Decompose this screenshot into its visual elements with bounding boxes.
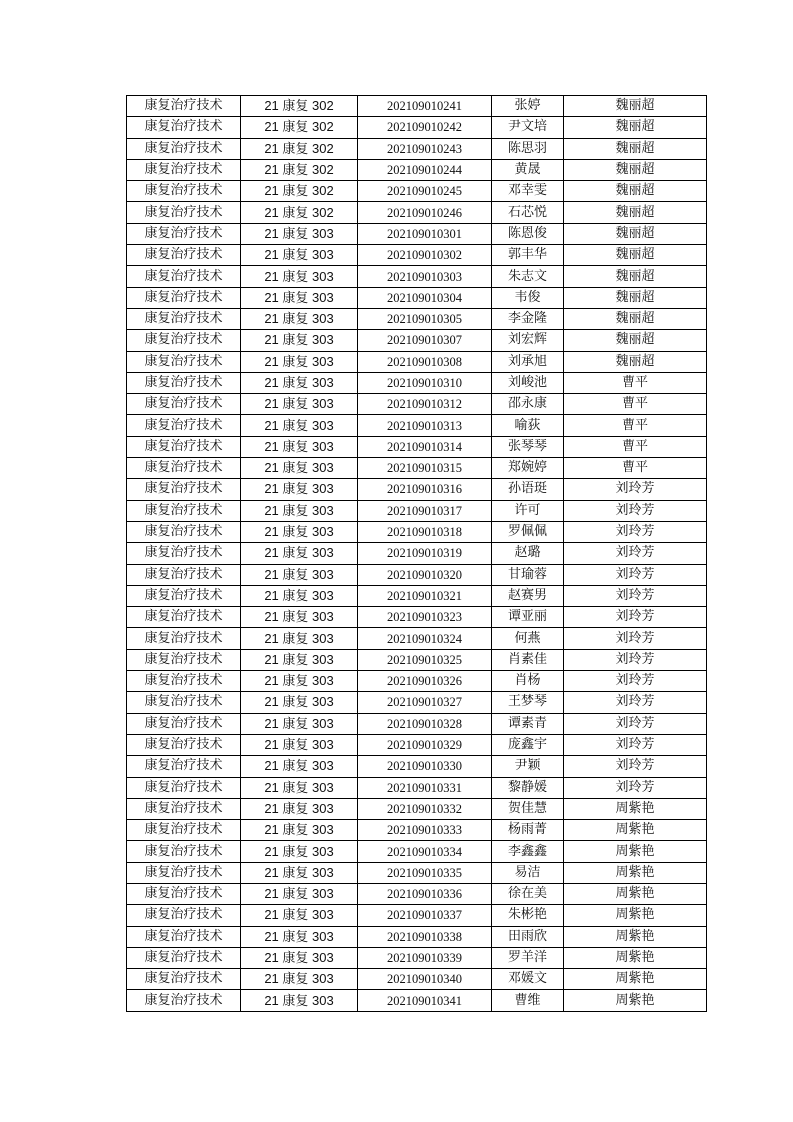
class-cell: 21 康复 303: [241, 436, 358, 457]
student-id-cell: 202109010244: [358, 159, 492, 180]
table-row: [127, 734, 707, 755]
teacher-cell: 周紫艳: [564, 862, 707, 883]
student-name-cell: 杨雨菁: [492, 820, 564, 841]
student-id-cell: 202109010316: [358, 479, 492, 500]
major-cell: 康复治疗技术: [127, 521, 241, 542]
class-cell: 21 康复 303: [241, 245, 358, 266]
teacher-cell: 刘玲芳: [564, 777, 707, 798]
table-row: [127, 372, 707, 393]
class-cell: 21 康复 303: [241, 372, 358, 393]
student-name-cell: 赵赛男: [492, 585, 564, 606]
major-cell: 康复治疗技术: [127, 607, 241, 628]
table-row: [127, 947, 707, 968]
student-id-cell: 202109010320: [358, 564, 492, 585]
student-id-cell: 202109010321: [358, 585, 492, 606]
student-id-cell: 202109010242: [358, 117, 492, 138]
table-row: [127, 500, 707, 521]
student-name-cell: 许可: [492, 500, 564, 521]
table-row: [127, 671, 707, 692]
major-cell: 康复治疗技术: [127, 926, 241, 947]
teacher-cell: 魏丽超: [564, 287, 707, 308]
student-name-cell: 郭丰华: [492, 245, 564, 266]
teacher-cell: 魏丽超: [564, 223, 707, 244]
major-cell: 康复治疗技术: [127, 905, 241, 926]
student-name-cell: 陈恩俊: [492, 223, 564, 244]
major-cell: 康复治疗技术: [127, 415, 241, 436]
student-id-cell: 202109010314: [358, 436, 492, 457]
class-cell: 21 康复 302: [241, 117, 358, 138]
student-name-cell: 陈思羽: [492, 138, 564, 159]
class-cell: 21 康复 302: [241, 181, 358, 202]
class-cell: 21 康复 303: [241, 777, 358, 798]
teacher-cell: 刘玲芳: [564, 521, 707, 542]
student-name-cell: 刘承旭: [492, 351, 564, 372]
class-cell: 21 康复 303: [241, 521, 358, 542]
class-cell: 21 康复 303: [241, 479, 358, 500]
student-id-cell: 202109010323: [358, 607, 492, 628]
student-id-cell: 202109010243: [358, 138, 492, 159]
student-id-cell: 202109010241: [358, 96, 492, 117]
class-cell: 21 康复 303: [241, 841, 358, 862]
class-cell: 21 康复 303: [241, 883, 358, 904]
table-row: [127, 96, 707, 117]
major-cell: 康复治疗技术: [127, 969, 241, 990]
table-row: [127, 245, 707, 266]
teacher-cell: 魏丽超: [564, 181, 707, 202]
table-row: [127, 138, 707, 159]
class-cell: 21 康复 303: [241, 394, 358, 415]
major-cell: 康复治疗技术: [127, 117, 241, 138]
major-cell: 康复治疗技术: [127, 181, 241, 202]
student-name-cell: 刘峻池: [492, 372, 564, 393]
table-row: [127, 436, 707, 457]
student-id-cell: 202109010329: [358, 734, 492, 755]
teacher-cell: 刘玲芳: [564, 585, 707, 606]
major-cell: 康复治疗技术: [127, 372, 241, 393]
teacher-cell: 刘玲芳: [564, 543, 707, 564]
teacher-cell: 刘玲芳: [564, 734, 707, 755]
table-row: [127, 415, 707, 436]
table-row: [127, 585, 707, 606]
student-id-cell: 202109010246: [358, 202, 492, 223]
major-cell: 康复治疗技术: [127, 734, 241, 755]
teacher-cell: 曹平: [564, 372, 707, 393]
table-row: [127, 692, 707, 713]
teacher-cell: 周紫艳: [564, 947, 707, 968]
major-cell: 康复治疗技术: [127, 756, 241, 777]
teacher-cell: 魏丽超: [564, 159, 707, 180]
table-row: [127, 649, 707, 670]
teacher-cell: 魏丽超: [564, 117, 707, 138]
student-id-cell: 202109010328: [358, 713, 492, 734]
table-row: [127, 969, 707, 990]
teacher-cell: 曹平: [564, 415, 707, 436]
table-row: [127, 458, 707, 479]
student-name-cell: 王梦琴: [492, 692, 564, 713]
major-cell: 康复治疗技术: [127, 202, 241, 223]
teacher-cell: 曹平: [564, 436, 707, 457]
student-name-cell: 朱志文: [492, 266, 564, 287]
student-name-cell: 张琴琴: [492, 436, 564, 457]
table-row: [127, 543, 707, 564]
class-cell: 21 康复 303: [241, 671, 358, 692]
major-cell: 康复治疗技术: [127, 308, 241, 329]
student-id-cell: 202109010333: [358, 820, 492, 841]
table-row: [127, 223, 707, 244]
major-cell: 康复治疗技术: [127, 330, 241, 351]
major-cell: 康复治疗技术: [127, 692, 241, 713]
teacher-cell: 曹平: [564, 394, 707, 415]
student-id-cell: 202109010313: [358, 415, 492, 436]
student-id-cell: 202109010315: [358, 458, 492, 479]
student-name-cell: 尹颖: [492, 756, 564, 777]
class-cell: 21 康复 303: [241, 266, 358, 287]
teacher-cell: 魏丽超: [564, 138, 707, 159]
table-row: [127, 862, 707, 883]
teacher-cell: 周紫艳: [564, 926, 707, 947]
major-cell: 康复治疗技术: [127, 500, 241, 521]
student-name-cell: 肖素佳: [492, 649, 564, 670]
teacher-cell: 刘玲芳: [564, 564, 707, 585]
table-row: [127, 394, 707, 415]
student-id-cell: 202109010330: [358, 756, 492, 777]
student-name-cell: 孙语珽: [492, 479, 564, 500]
table-row: [127, 926, 707, 947]
class-cell: 21 康复 303: [241, 713, 358, 734]
class-cell: 21 康复 303: [241, 287, 358, 308]
major-cell: 康复治疗技术: [127, 649, 241, 670]
table-row: [127, 287, 707, 308]
teacher-cell: 刘玲芳: [564, 628, 707, 649]
major-cell: 康复治疗技术: [127, 585, 241, 606]
student-id-cell: 202109010324: [358, 628, 492, 649]
class-cell: 21 康复 303: [241, 607, 358, 628]
student-id-cell: 202109010304: [358, 287, 492, 308]
student-id-cell: 202109010325: [358, 649, 492, 670]
table-row: [127, 883, 707, 904]
student-id-cell: 202109010303: [358, 266, 492, 287]
table-row: [127, 479, 707, 500]
class-cell: 21 康复 303: [241, 628, 358, 649]
class-cell: 21 康复 303: [241, 734, 358, 755]
teacher-cell: 魏丽超: [564, 96, 707, 117]
student-name-cell: 朱彬艳: [492, 905, 564, 926]
student-name-cell: 李金隆: [492, 308, 564, 329]
student-name-cell: 郑婉婷: [492, 458, 564, 479]
table-row: [127, 117, 707, 138]
student-id-cell: 202109010310: [358, 372, 492, 393]
teacher-cell: 刘玲芳: [564, 607, 707, 628]
class-cell: 21 康复 303: [241, 692, 358, 713]
teacher-cell: 魏丽超: [564, 308, 707, 329]
student-name-cell: 罗羊洋: [492, 947, 564, 968]
class-cell: 21 康复 302: [241, 202, 358, 223]
student-name-cell: 谭亚丽: [492, 607, 564, 628]
student-id-cell: 202109010341: [358, 990, 492, 1011]
student-name-cell: 曹维: [492, 990, 564, 1011]
student-name-cell: 何燕: [492, 628, 564, 649]
teacher-cell: 周紫艳: [564, 905, 707, 926]
major-cell: 康复治疗技术: [127, 777, 241, 798]
student-assignment-table: [126, 95, 707, 1012]
student-name-cell: 邓媛文: [492, 969, 564, 990]
student-id-cell: 202109010334: [358, 841, 492, 862]
teacher-cell: 周紫艳: [564, 969, 707, 990]
student-name-cell: 谭素青: [492, 713, 564, 734]
class-cell: 21 康复 303: [241, 500, 358, 521]
student-name-cell: 徐在美: [492, 883, 564, 904]
student-name-cell: 田雨欣: [492, 926, 564, 947]
table-row: [127, 777, 707, 798]
student-id-cell: 202109010339: [358, 947, 492, 968]
student-id-cell: 202109010332: [358, 798, 492, 819]
teacher-cell: 周紫艳: [564, 883, 707, 904]
student-name-cell: 黎静媛: [492, 777, 564, 798]
teacher-cell: 魏丽超: [564, 330, 707, 351]
teacher-cell: 周紫艳: [564, 798, 707, 819]
class-cell: 21 康复 302: [241, 96, 358, 117]
class-cell: 21 康复 303: [241, 820, 358, 841]
table-row: [127, 905, 707, 926]
major-cell: 康复治疗技术: [127, 628, 241, 649]
class-cell: 21 康复 303: [241, 351, 358, 372]
class-cell: 21 康复 303: [241, 756, 358, 777]
table-row: [127, 756, 707, 777]
table-body: [127, 96, 707, 1012]
student-name-cell: 黄晟: [492, 159, 564, 180]
major-cell: 康复治疗技术: [127, 990, 241, 1011]
student-id-cell: 202109010308: [358, 351, 492, 372]
class-cell: 21 康复 303: [241, 564, 358, 585]
major-cell: 康复治疗技术: [127, 351, 241, 372]
student-id-cell: 202109010326: [358, 671, 492, 692]
student-id-cell: 202109010327: [358, 692, 492, 713]
teacher-cell: 曹平: [564, 458, 707, 479]
class-cell: 21 康复 302: [241, 159, 358, 180]
major-cell: 康复治疗技术: [127, 436, 241, 457]
major-cell: 康复治疗技术: [127, 245, 241, 266]
student-name-cell: 罗佩佩: [492, 521, 564, 542]
table-row: [127, 841, 707, 862]
major-cell: 康复治疗技术: [127, 266, 241, 287]
student-id-cell: 202109010307: [358, 330, 492, 351]
table-row: [127, 628, 707, 649]
student-id-cell: 202109010302: [358, 245, 492, 266]
class-cell: 21 康复 303: [241, 798, 358, 819]
major-cell: 康复治疗技术: [127, 883, 241, 904]
teacher-cell: 周紫艳: [564, 990, 707, 1011]
student-name-cell: 尹文培: [492, 117, 564, 138]
table-row: [127, 308, 707, 329]
class-cell: 21 康复 303: [241, 990, 358, 1011]
teacher-cell: 刘玲芳: [564, 649, 707, 670]
major-cell: 康复治疗技术: [127, 223, 241, 244]
student-id-cell: 202109010331: [358, 777, 492, 798]
table-row: [127, 330, 707, 351]
class-cell: 21 康复 302: [241, 138, 358, 159]
teacher-cell: 魏丽超: [564, 266, 707, 287]
teacher-cell: 魏丽超: [564, 245, 707, 266]
student-name-cell: 肖杨: [492, 671, 564, 692]
major-cell: 康复治疗技术: [127, 458, 241, 479]
table-row: [127, 798, 707, 819]
table-row: [127, 713, 707, 734]
student-name-cell: 石芯悦: [492, 202, 564, 223]
major-cell: 康复治疗技术: [127, 862, 241, 883]
table-row: [127, 607, 707, 628]
student-name-cell: 赵璐: [492, 543, 564, 564]
student-id-cell: 202109010312: [358, 394, 492, 415]
major-cell: 康复治疗技术: [127, 798, 241, 819]
student-name-cell: 甘瑜蓉: [492, 564, 564, 585]
teacher-cell: 刘玲芳: [564, 671, 707, 692]
class-cell: 21 康复 303: [241, 543, 358, 564]
table-row: [127, 351, 707, 372]
student-id-cell: 202109010336: [358, 883, 492, 904]
student-id-cell: 202109010301: [358, 223, 492, 244]
class-cell: 21 康复 303: [241, 969, 358, 990]
teacher-cell: 刘玲芳: [564, 479, 707, 500]
class-cell: 21 康复 303: [241, 862, 358, 883]
student-name-cell: 贺佳慧: [492, 798, 564, 819]
class-cell: 21 康复 303: [241, 415, 358, 436]
class-cell: 21 康复 303: [241, 308, 358, 329]
student-name-cell: 张婷: [492, 96, 564, 117]
class-cell: 21 康复 303: [241, 926, 358, 947]
student-id-cell: 202109010337: [358, 905, 492, 926]
table-row: [127, 820, 707, 841]
table-row: [127, 181, 707, 202]
major-cell: 康复治疗技术: [127, 671, 241, 692]
major-cell: 康复治疗技术: [127, 564, 241, 585]
major-cell: 康复治疗技术: [127, 947, 241, 968]
class-cell: 21 康复 303: [241, 585, 358, 606]
table-row: [127, 521, 707, 542]
student-name-cell: 刘宏辉: [492, 330, 564, 351]
class-cell: 21 康复 303: [241, 223, 358, 244]
teacher-cell: 刘玲芳: [564, 713, 707, 734]
teacher-cell: 刘玲芳: [564, 756, 707, 777]
class-cell: 21 康复 303: [241, 947, 358, 968]
teacher-cell: 刘玲芳: [564, 692, 707, 713]
student-name-cell: 庞鑫宇: [492, 734, 564, 755]
major-cell: 康复治疗技术: [127, 543, 241, 564]
student-id-cell: 202109010305: [358, 308, 492, 329]
class-cell: 21 康复 303: [241, 649, 358, 670]
student-id-cell: 202109010317: [358, 500, 492, 521]
major-cell: 康复治疗技术: [127, 138, 241, 159]
table-row: [127, 202, 707, 223]
table-row: [127, 266, 707, 287]
student-id-cell: 202109010318: [358, 521, 492, 542]
major-cell: 康复治疗技术: [127, 841, 241, 862]
teacher-cell: 周紫艳: [564, 841, 707, 862]
major-cell: 康复治疗技术: [127, 394, 241, 415]
major-cell: 康复治疗技术: [127, 713, 241, 734]
student-id-cell: 202109010245: [358, 181, 492, 202]
teacher-cell: 刘玲芳: [564, 500, 707, 521]
student-id-cell: 202109010340: [358, 969, 492, 990]
student-id-cell: 202109010335: [358, 862, 492, 883]
major-cell: 康复治疗技术: [127, 820, 241, 841]
class-cell: 21 康复 303: [241, 905, 358, 926]
table-row: [127, 990, 707, 1011]
class-cell: 21 康复 303: [241, 330, 358, 351]
teacher-cell: 魏丽超: [564, 351, 707, 372]
major-cell: 康复治疗技术: [127, 287, 241, 308]
student-name-cell: 邵永康: [492, 394, 564, 415]
teacher-cell: 周紫艳: [564, 820, 707, 841]
teacher-cell: 魏丽超: [564, 202, 707, 223]
student-id-cell: 202109010319: [358, 543, 492, 564]
student-name-cell: 邓幸雯: [492, 181, 564, 202]
student-name-cell: 喻荻: [492, 415, 564, 436]
major-cell: 康复治疗技术: [127, 159, 241, 180]
class-cell: 21 康复 303: [241, 458, 358, 479]
table-row: [127, 564, 707, 585]
major-cell: 康复治疗技术: [127, 96, 241, 117]
student-name-cell: 易洁: [492, 862, 564, 883]
table-row: [127, 159, 707, 180]
student-name-cell: 李鑫鑫: [492, 841, 564, 862]
student-name-cell: 韦俊: [492, 287, 564, 308]
major-cell: 康复治疗技术: [127, 479, 241, 500]
student-id-cell: 202109010338: [358, 926, 492, 947]
